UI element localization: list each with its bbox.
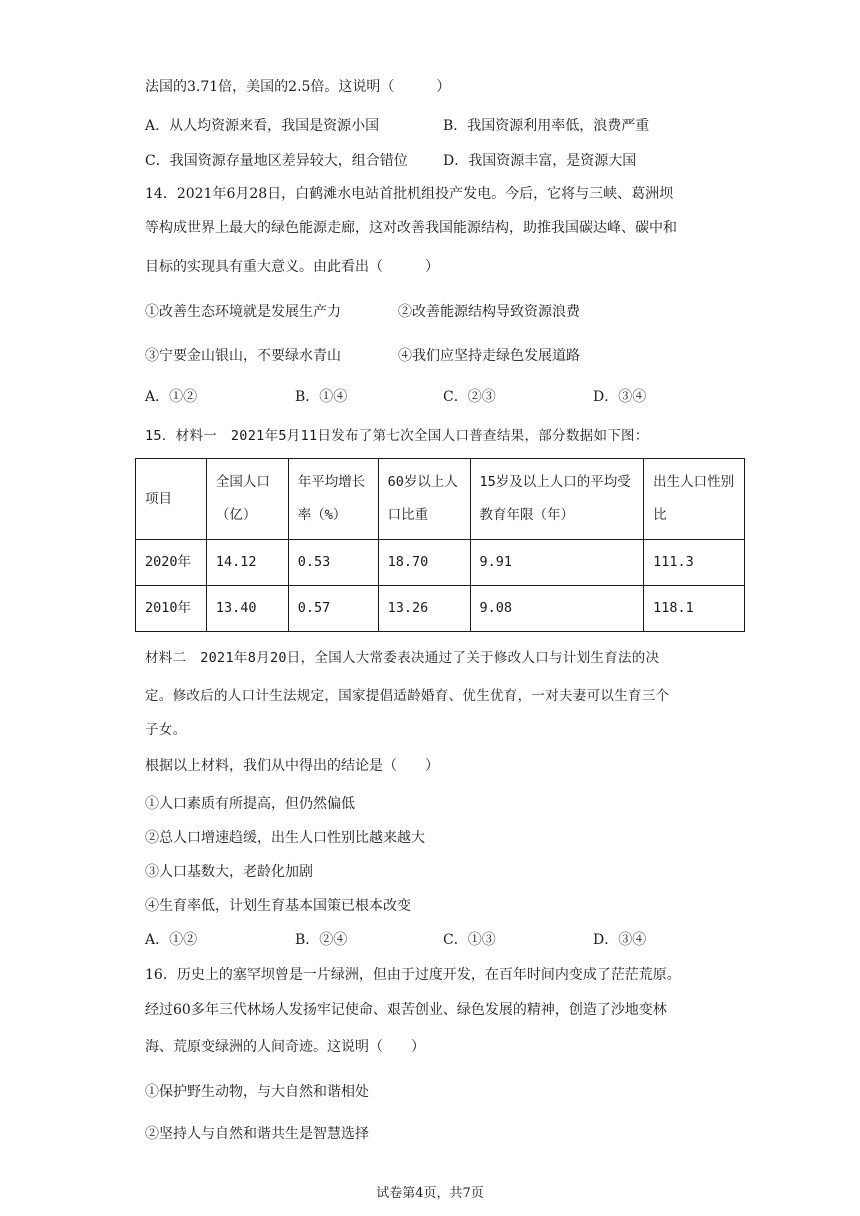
- q14-statement-1: ①改善生态环境就是发展生产力: [145, 304, 341, 320]
- table-row: [136, 540, 745, 586]
- q14-stem-line-3: 目标的实现具有重大意义。由此看出（ ）: [145, 259, 439, 275]
- table-header-row: [136, 459, 745, 540]
- q16-statement-2: ②坚持人与自然和谐共生是智慧选择: [145, 1126, 369, 1142]
- q15-option-a: A．①②: [145, 932, 198, 948]
- table-header-cell: 年平均增长率（%）: [288, 459, 378, 540]
- q15-option-c: C．①③: [443, 932, 496, 948]
- table-cell: 9.08: [470, 586, 644, 632]
- q15-material2-line-3: 子女。: [145, 722, 187, 738]
- q15-statement-1: ①人口素质有所提高，但仍然偏低: [145, 796, 355, 812]
- q15-statement-4: ④生育率低，计划生育基本国策已根本改变: [145, 898, 411, 914]
- q14-stem-line-1: 14．2021年6月28日，白鹤滩水电站首批机组投产发电。今后，它将与三峡、葛洲坝: [145, 186, 674, 202]
- q14-statement-3: ③宁要金山银山，不要绿水青山: [145, 348, 341, 364]
- census-table: [135, 458, 745, 632]
- table-cell: 18.70: [378, 540, 470, 586]
- q14-stem-line-2: 等构成世界上最大的绿色能源走廊，这对改善我国能源结构，助推我国碳达峰、碳中和: [145, 220, 677, 236]
- q13-option-d: D．我国资源丰富，是资源大国: [443, 153, 637, 169]
- table-cell: 2010年: [136, 586, 207, 632]
- table-cell: 118.1: [644, 586, 745, 632]
- q15-statement-2: ②总人口增速趋缓，出生人口性别比越来越大: [145, 830, 425, 846]
- q13-option-b: B．我国资源利用率低，浪费严重: [443, 118, 650, 134]
- q15-question: 根据以上材料，我们从中得出的结论是（ ）: [145, 758, 439, 774]
- table-cell: 13.40: [206, 586, 288, 632]
- page-footer: 试卷第4页，共7页: [376, 1186, 484, 1201]
- q16-statement-1: ①保护野生动物，与大自然和谐相处: [145, 1084, 369, 1100]
- table-header-cell: 项目: [136, 459, 207, 540]
- q15-option-b: B．②④: [295, 932, 348, 948]
- q14-statement-4: ④我们应坚持走绿色发展道路: [398, 348, 580, 364]
- q14-option-a: A．①②: [145, 389, 198, 405]
- table-header-cell: 全国人口（亿）: [206, 459, 288, 540]
- table-header-cell: 15岁及以上人口的平均受教育年限（年）: [470, 459, 644, 540]
- q13-option-a: A．从人均资源来看，我国是资源小国: [145, 118, 380, 134]
- q14-option-c: C．②③: [443, 389, 496, 405]
- table-header-cell: 出生人口性别比: [644, 459, 745, 540]
- q16-stem-line-3: 海、荒原变绿洲的人间奇迹。这说明（ ）: [145, 1039, 425, 1055]
- table-cell: 9.91: [470, 540, 644, 586]
- q15-statement-3: ③人口基数大，老龄化加剧: [145, 864, 313, 880]
- q15-option-d: D．③④: [593, 932, 647, 948]
- table-cell: 0.53: [288, 540, 378, 586]
- q14-statement-2: ②改善能源结构导致资源浪费: [398, 304, 580, 320]
- q15-intro: 15．材料一 2021年5月11日发布了第七次全国人口普查结果，部分数据如下图：: [145, 428, 649, 444]
- q14-option-b: B．①④: [295, 389, 348, 405]
- table-cell: 14.12: [206, 540, 288, 586]
- q16-stem-line-2: 经过60多年三代林场人发扬牢记使命、艰苦创业、绿色发展的精神，创造了沙地变林: [145, 1002, 667, 1018]
- table-row: [136, 586, 745, 632]
- q16-stem-line-1: 16．历史上的塞罕坝曾是一片绿洲，但由于过度开发，在百年时间内变成了茫茫荒原。: [145, 967, 681, 983]
- table-cell: 2020年: [136, 540, 207, 586]
- q15-material2-line-1: 材料二 2021年8月20日，全国人大常委表决通过了关于修改人口与计划生育法的决: [145, 650, 660, 666]
- table-cell: 13.26: [378, 586, 470, 632]
- q15-material2-line-2: 定。修改后的人口计生法规定，国家提倡适龄婚育、优生优育，一对夫妻可以生育三个: [145, 688, 670, 704]
- table-cell: 111.3: [644, 540, 745, 586]
- q13-option-c: C．我国资源存量地区差异较大，组合错位: [145, 153, 408, 169]
- table-header-cell: 60岁以上人口比重: [378, 459, 470, 540]
- table-cell: 0.57: [288, 586, 378, 632]
- q14-option-d: D．③④: [593, 389, 647, 405]
- q13-stem-tail: 法国的3.71倍，美国的2.5倍。这说明（ ）: [145, 79, 451, 95]
